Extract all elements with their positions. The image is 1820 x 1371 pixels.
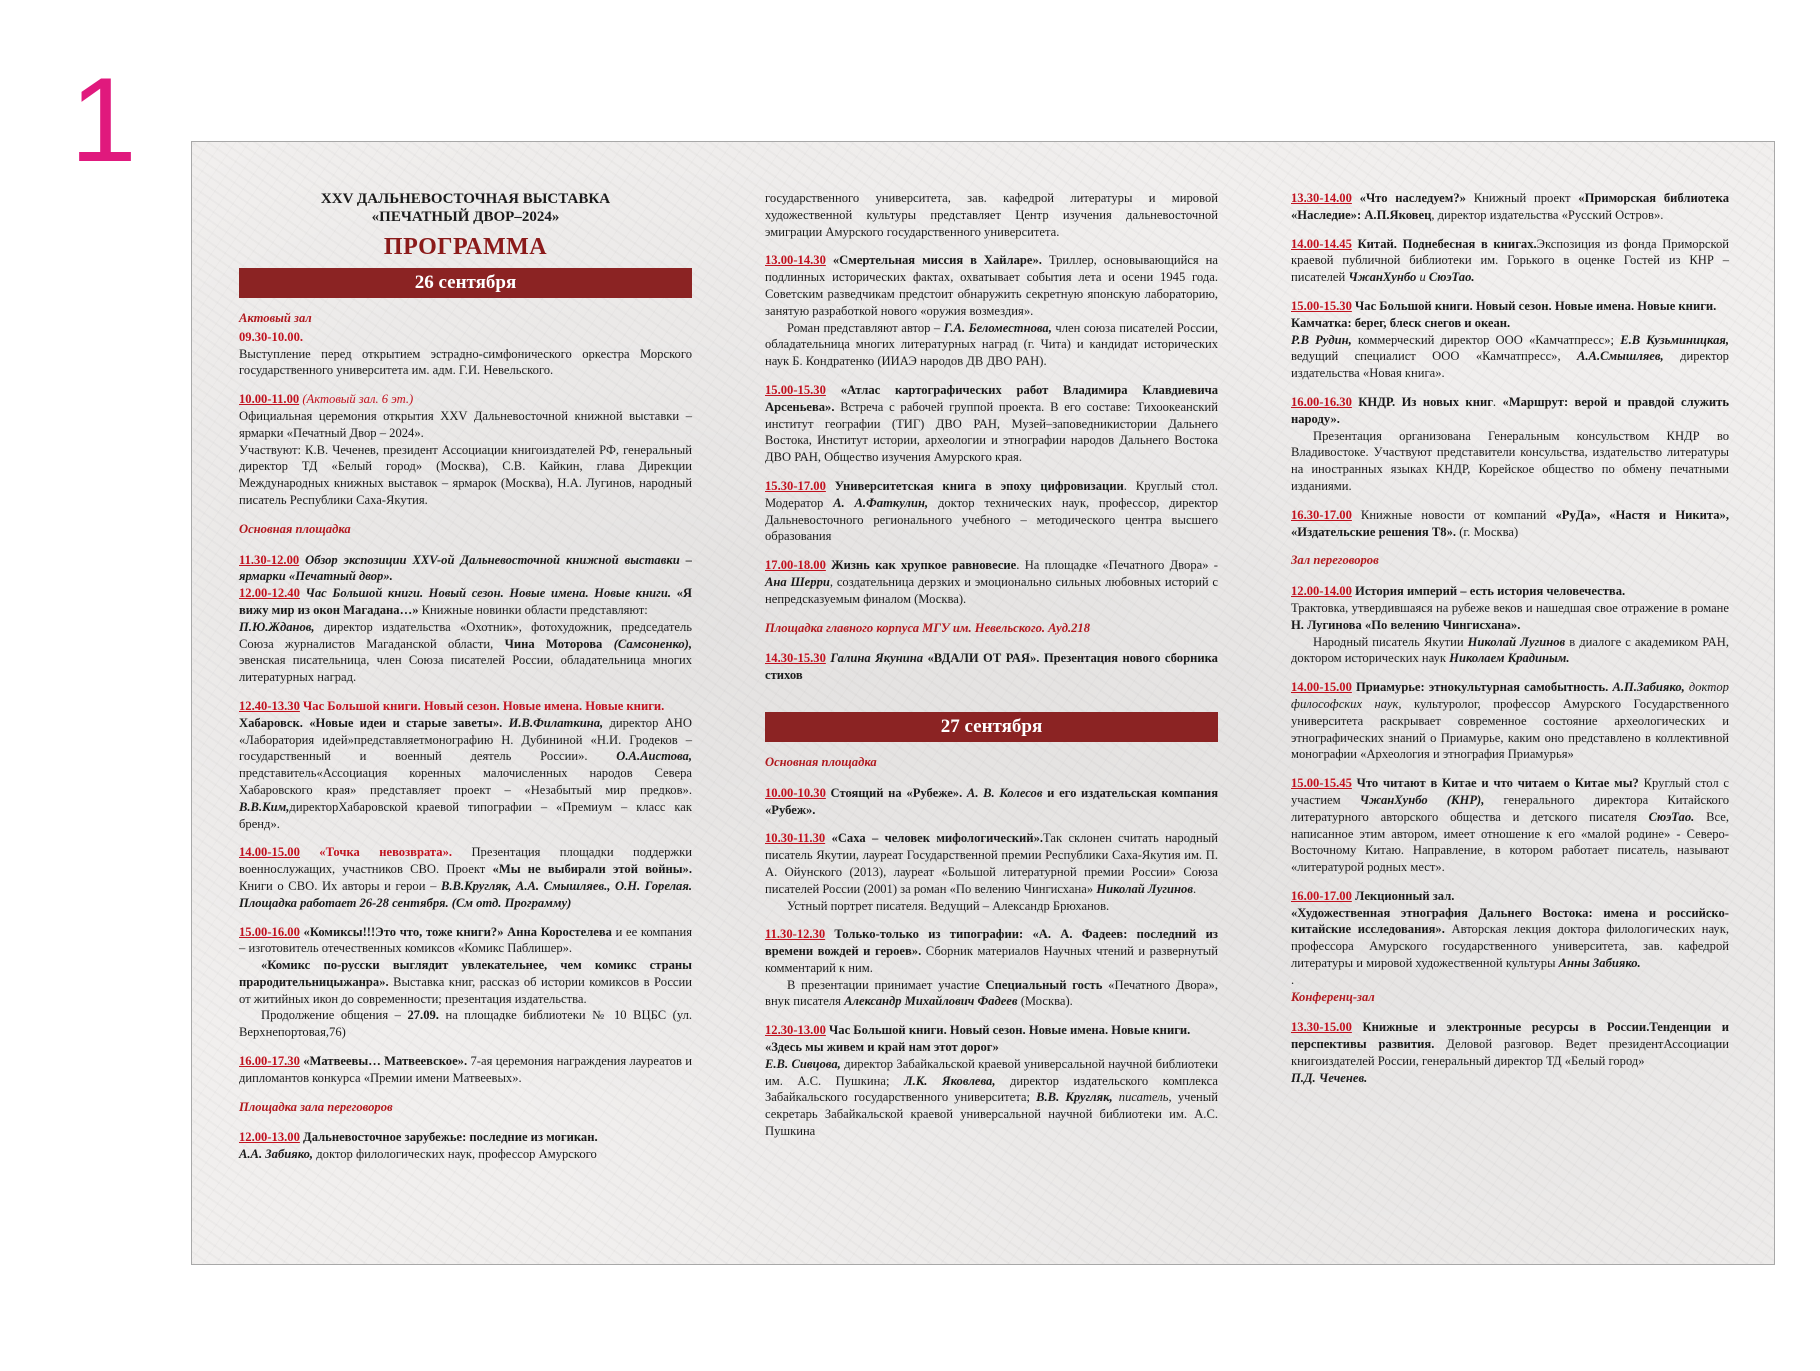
event-text: Книжные новинки области представляют:: [421, 602, 648, 617]
venue-heading: Конференц-зал: [1291, 989, 1375, 1004]
person-name: Е.В. Сивцова,: [765, 1056, 841, 1071]
person-name: Р.В Рудин,: [1291, 332, 1352, 347]
event-title: Час Большой книги. Новый сезон. Новые имена. Новые книги.: [1355, 298, 1717, 313]
event-title: «Что наследуем?»: [1359, 191, 1466, 205]
event-title: История империй – есть история человечества.: [1355, 584, 1626, 599]
event-text: Деловой разговор. Ведет президентАссоциации книгоиздателей России, генеральный директор ТД «Белый город»: [1291, 1037, 1729, 1069]
event-text: Сборник материалов Научных чтений и развернутый комментарий к ним.: [765, 944, 1218, 975]
venue-heading: Актовый зал: [239, 311, 312, 325]
event-time: 16.00-17.00: [1291, 888, 1352, 903]
event-text: Презентация организована Генеральным консульством КНДР во Владивостоке. Участвуют представители консульства, издательство литературы на иностранных языках КНДР, Корейское общество по обмену печатными изданиями.: [1291, 428, 1729, 493]
event-time: 16.30-17.00: [1291, 507, 1352, 522]
person-name: И.В.Филаткина,: [508, 715, 604, 730]
event-text: коммерческий директор ООО «Камчатпресс»;: [1357, 332, 1615, 347]
person-degree: доктор философских наук,: [1291, 680, 1729, 711]
event-time: 14.00-14.45: [1291, 236, 1352, 251]
event-note: Площадка работает 26-28 сентября. (См отд. Программу): [239, 895, 572, 910]
event-text: директорХабаровской краевой типографии – «Премиум – класс как бренд».: [239, 799, 692, 831]
event-time: 15.00-15.30: [765, 382, 826, 397]
event-title: «Комиксы!!!Это что, тоже книги?»: [303, 924, 504, 939]
event-text: «Печатного Двора», внук писателя: [765, 977, 1218, 1009]
event-subtitle: «Маршрут: верой и правдой служить народу».: [1291, 394, 1729, 426]
exhibition-title-line1: XXV ДАЛЬНЕВОСТОЧНАЯ ВЫСТАВКА: [320, 191, 611, 207]
event-text: представитель«Ассоциация коренных малочисленных народов Севера Хабаровского края» представляет проект – «Незабытый мир предков».: [239, 766, 692, 797]
event-time: 15.00-15.45: [1291, 776, 1352, 791]
event-title: Что читают в Китае и что читаем о Китае мы?: [1356, 776, 1639, 791]
event-text: генерального директора Китайского литературного авторского общества и детского писателя: [1291, 792, 1730, 824]
column-3: 13.30-14.00 «Что наследуем?» Книжный проект «Приморская библиотека «Наследие»: А.П.Яковец, директор издательства «Русский Остров». 14.00-14.45 Китай. Поднебесная в книгах.Экспозиция из фонда Приморской краевой публичной библиотеки им. Горького в оценке Гостей из КНР – писателей ЧжанХунбо и СюэТао. 15.00-15.30 Час Большой книги. Новый сезон. Новые имена. Новые книги. Камчатка: берег, блеск снегов и океан. Р.В Рудин, коммерческий директор ООО «Камчатпресс»; Е.В Кузьминицкая, ведущий специалист ООО «Камчатпресс», А.А.Смышляев, директор издательства «Новая книга». 16.00-16.30 КНДР. Из новых книг. «Маршрут: верой и правдой служить народу». Презентация организована Генеральным консульством КНДР во Владивостоке. Участвуют представители консульства, издательство литературы на иностранных языках КНДР, Корейское общество по обмену печатными изданиями. 16.30-17.00 Книжные новости от компаний «РуДа», «Настя и Никита», «Издательские решения Т8». (г. Москва) Зал переговоров 12.00-14.00 История империй – есть история человечества. Трактовка, утвердившаяся на рубеже веков и нашедшая свое отражение в романе Н. Лугинова «По велению Чингисхана». Народный писатель Якутии Николай Лугинов в диалоге с академиком РАН, доктором исторических наук Николаем Крадиным. 14.00-15.00 Приамурье: этнокультурная самобытность. А.П.Забияко, доктор философских наук, культуролог, профессор Амурского Государственного университета раскрывает современное состояние археологических и этнографических знаний о Приамурье, каким оно представлено в коллективной монографии «Археология и этнография Приамурья» 15.00-15.45 Что читают в Китае и что читаем о Китае мы? Круглый стол с участием ЧжанХунбо (КНР), генерального директора Китайского литературного авторского общества и детского писателя СюэТао. Все, написанное этим автором, имеет отношение к его «малой родине» - Северо-Восточному Китаю. Направление, в котором работает писатель, называют «литературой родных мест». 16.00-17.00 Лекционный зал. «Художественная этнография Дальнего Востока: имена и российско-китайские исследования». Авторская лекция доктора филологических наук, профессора Амурского государственного университета, зав. кафедрой литературы и мировой художественной культуры Анны Забияко. . Конференц-зал 13.30-15.00 Книжные и электронные ресурсы в России.Тенденции и перспективы развития. Деловой разговор. Ведет президентАссоциации книгоиздателей России, генеральный директор ТД «Белый город» П.Д. Чеченев.: [1291, 191, 1730, 1085]
person-name: П.Д. Чеченев.: [1291, 1070, 1368, 1085]
event-text: член союза писателей России, обладательница многих литературных наград (г. Чита) и кандидат исторических наук Б. Кондратенко (ИИАЭ народов ДВ ДВО РАН).: [765, 320, 1219, 369]
event-title: Китай. Поднебесная в книгах.: [1357, 236, 1537, 251]
person-name: ЧжанХунбо (КНР),: [1359, 792, 1485, 807]
event-text: Официальная церемония открытия XXV Дальневосточной книжной выставки – ярмарки «Печатный Двор – 2024».: [239, 408, 692, 440]
event-time: 12.00-12.40: [239, 586, 300, 601]
event-time: 10.00-11.00: [239, 392, 300, 407]
person-name: ЧжанХунбо: [1348, 270, 1417, 285]
event-time: 16.00-17.30: [239, 1054, 300, 1069]
person-name: Е.В Кузьминицкая,: [1620, 332, 1730, 347]
person-name: Чина Моторова: [504, 636, 603, 651]
event-title: Дальневосточное зарубежье: последние из могикан.: [303, 1130, 598, 1145]
event-title: Университетская книга в эпоху цифровизации: [834, 478, 1124, 493]
event-text: . Круглый стол. Модератор: [765, 478, 1218, 510]
person-alias: (Самсоненко),: [613, 636, 692, 651]
event-text: Встреча с рабочей группой проекта. В его составе: Тихоокеанский институт географии (ТИГ) ДВО РАН, Музей–заповедникистории Дальнего Востока, Институт истории, археологии и этнографии народов Дальнего Востока ДВО РАН, Общество изучения Амурского края.: [765, 399, 1218, 465]
event-subtitle: Камчатка: берег, блеск снегов и океан.: [1291, 315, 1511, 330]
event-text: Круглый стол с участием: [1291, 776, 1729, 807]
person-name: Николай Лугинов: [1467, 634, 1566, 649]
person-name: Л.К. Яковлева,: [903, 1073, 996, 1088]
event-text: Презентация площадки поддержки военнослужащих, участников СВО. Проект: [239, 845, 692, 877]
event-text: Книжные новости от компаний: [1360, 507, 1547, 522]
event-time: 14.00-15.00: [239, 845, 300, 860]
event-text: Все, написанное этим автором, имеет отношение к его «малой родине» - Северо-Восточному Китаю. Направление, в котором работает писатель, называют «литературой родных мест».: [1291, 809, 1729, 875]
event-text: доктор технических наук, профессор, директор Дальневосточного регионального учебного – методического центра высшего образования: [765, 495, 1218, 544]
event-title: Лекционный зал.: [1355, 888, 1455, 903]
event-text: Народный писатель Якутии: [1313, 634, 1464, 649]
event-subtitle: «Я вижу мир из окон Магадана…»: [239, 586, 692, 617]
event-text: на площадке библиотеки № 10 ВЦБС (ул. Верхнепортовая,76): [239, 1008, 692, 1040]
event-time: 11.30-12.00: [239, 552, 300, 567]
event-time: 09.30-10.00.: [239, 329, 304, 344]
event-text: Авторская лекция доктора филологических наук, профессора Амурского государственного университета, зав. кафедрой литературы и мировой художественной культуры: [1291, 922, 1729, 971]
venue-heading: Основная площадка: [239, 521, 351, 536]
event-title: Приамурье: этнокультурная самобытность.: [1356, 680, 1609, 695]
event-time: 17.00-18.00: [765, 558, 826, 573]
person-name: В.В.Ким,: [239, 799, 290, 814]
event-title: Жизнь как хрупкое равновесие: [831, 558, 1017, 573]
event-title: Час Большой книги. Новый сезон. Новые имена. Новые книги.: [829, 1023, 1191, 1038]
person-name: СюэТао.: [1428, 270, 1475, 285]
program-heading: ПРОГРАММА: [383, 234, 548, 260]
dot-separator: .: [1291, 972, 1295, 987]
event-text: (Москва).: [1020, 994, 1073, 1009]
event-title: Час Большой книги. Новый сезон. Новые имена. Новые книги.: [305, 586, 671, 601]
event-venue: (Актовый зал. 6 эт.): [302, 392, 414, 407]
person-role: писатель,: [1118, 1090, 1172, 1105]
column-2: государственного университета, зав. кафедрой литературы и мировой художественной культуры представляет Центр изучения дальневосточной эмиграции Амурского государственного университета. 13.00-14.30 «Смертельная миссия в Хайларе». Триллер, основывающийся на подлинных исторических фактах, охватывает события лета и осени 1945 года. Советским разведчикам предстоит обнаружить секретную японскую лабораторию, занятую разработкой нового «оружия возмездия». Роман представляют автор – Г.А. Беломестнова, член союза писателей России, обладательница многих литературных наград (г. Чита) и кандидат исторических наук Б. Кондратенко (ИИАЭ народов ДВ ДВО РАН). 15.00-15.30 «Атлас картографических работ Владимира Клавдиевича Арсеньева». Встреча с рабочей группой проекта. В его составе: Тихоокеанский институт географии (ТИГ) ДВО РАН, Музей–заповедникистории Дальнего Востока, Институт истории, археологии и этнографии народов Дальнего Востока ДВО РАН, Общество изучения Амурского края. 15.30-17.00 Университетская книга в эпоху цифровизации. Круглый стол. Модератор А. А.Фаткулин, доктор технических наук, профессор, директор Дальневосточного регионального учебного – методического центра высшего образования 17.00-18.00 Жизнь как хрупкое равновесие. На площадке «Печатного Двора» - Ана Шерри, создательница дерзких и эмоционально сильных любовных историй с непредсказуемым финалом (Москва). Площадка главного корпуса МГУ им. Невельского. Ауд.218 14.30-15.30 Галина Якунина «ВДАЛИ ОТ РАЯ». Презентация нового сборника стихов 27 сентября Основная площадка 10.00-10.30 Стоящий на «Рубеже». А. В. Колесов и его издательская компания «Рубеж». 10.30-11.30 «Саха – человек мифологический».Так склонен считать народный писатель Якутии, лауреат Государственной премии Республики Саха-Якутия им. П. А. Ойунского (2013), лауреат «Большой литературной премии России» Союза писателей России (2001) за роман «По велению Чингисхана» Николай Лугинов. Устный портрет писателя. Ведущий – Александр Брюханов. 11.30-12.30 Только-только из типографии: «А. А. Фадеев: последний из времени вождей и героев». Сборник материалов Научных чтений и развернутый комментарий к ним. В презентации принимает участие Специальный гость «Печатного Двора», внук писателя Александр Михайлович Фадеев (Москва). 12.30-13.00 Час Большой книги. Новый сезон. Новые имена. Новые книги. «Здесь мы живем и край нам этот дорог» Е.В. Сивцова, директор Забайкальской краевой универсальной научной библиотеки им. А.С. Пушкина; Л.К. Яковлева, директор издательского комплекса Забайкальского государственного университета; В.В. Кругляк, писатель, ученый секретарь Забайкальской краевой универсальной научной библиотеки им. А.С. Пушкина: [765, 191, 1219, 1139]
venue-heading: Площадка зала переговоров: [239, 1099, 393, 1114]
event-text: в диалоге с академиком РАН, доктором исторических наук: [1291, 634, 1729, 666]
event-text: эвенская писательница, член Союза писателей России, обладательница многих литературных наград.: [239, 653, 692, 685]
venue-heading: Площадка главного корпуса МГУ им. Невельского. Ауд.218: [765, 620, 1091, 635]
event-time: 10.00-10.30: [765, 785, 826, 800]
person-name: А.А.Смышляев,: [1577, 349, 1664, 364]
event-subtitle: «Художественная этнография Дальнего Востока: имена и российско-китайские исследования».: [1291, 905, 1729, 937]
book-name: Н. Лугинова «По велению Чингисхана».: [1291, 617, 1521, 632]
event-quote: «Комикс по-русски выглядит увлекательнее, чем комикс страны прародительницыжанра».: [239, 958, 692, 989]
project-name: «Мы не выбирали этой войны».: [492, 862, 692, 877]
person-name: П.Ю.Жданов,: [239, 619, 315, 634]
event-text: ведущий специалист ООО «Камчатпресс»,: [1291, 349, 1561, 364]
event-text: директор издательского комплекса Забайкальского государственного университета;: [765, 1073, 1218, 1105]
event-time: 13.30-15.00: [1291, 1020, 1352, 1035]
event-time: 15.00-15.30: [1291, 298, 1352, 313]
event-time: 13.00-14.30: [765, 253, 826, 268]
event-text: , создательница дерзких и эмоционально сильных любовных историй с непредсказуемым финалом (Москва).: [765, 574, 1218, 606]
event-text: Выступление перед открытием эстрадно-симфонического оркестра Морского государственного университета им. адм. Г.И. Невельского.: [239, 346, 692, 378]
event-time: 16.00-16.30: [1291, 394, 1352, 409]
event-subtitle: Хабаровск. «Новые идеи и старые заветы».: [239, 715, 503, 730]
column-1: [239, 190, 692, 1163]
event-title: КНДР. Из новых книг: [1358, 394, 1493, 409]
event-text: , директор издательства «Русский Остров».: [1431, 207, 1664, 222]
person-name: В.В.Кругляк, А.А. Смышляев., О.Н. Горелая.: [441, 878, 692, 893]
event-text: доктор филологических наук, профессор Амурского: [316, 1147, 597, 1162]
event-text: и его издательская компания «Рубеж».: [765, 785, 1219, 817]
event-time: 15.00-16.00: [239, 924, 300, 939]
event-time: 13.30-14.00: [1291, 191, 1352, 205]
event-time: 12.30-13.00: [765, 1023, 826, 1038]
guest-label: Специальный гость: [985, 977, 1103, 992]
venue-heading: Зал переговоров: [1291, 553, 1379, 568]
event-time: 12.00-13.00: [239, 1130, 300, 1145]
event-text: В презентации принимает участие: [787, 977, 980, 992]
library-name: «Приморская библиотека «Наследие»: А.П.Яковец: [1291, 191, 1729, 222]
event-text: директор Забайкальской краевой универсальной научной библиотеки им. А.С. Пушкина;: [765, 1056, 1219, 1088]
event-title: «Смертельная миссия в Хайларе».: [832, 253, 1042, 268]
person-name: А. В. Колесов: [966, 785, 1043, 800]
program-sheet: [191, 141, 1775, 1265]
event-text: директор АНО «Лаборатория идей»представляетмонографию Н. Дубининой «Н.И. Гродеков – государственный и военный деятель России».: [239, 715, 692, 764]
event-date: 27.09.: [407, 1008, 439, 1023]
event-text: Участвуют: К.В. Чеченев, президент Ассоциации книгоиздателей РФ, генеральный директор ТД «Белый город» (Москва), С.В. Кайкин, глава Дирекции Международных книжных выставок – ярмарок (Москва), Н.А. Лугинов, народный писатель Республики Саха-Якутия.: [239, 442, 692, 507]
event-text: ученый секретарь Забайкальской краевой универсальной научной библиотеки им. А.С. Пушкина: [765, 1090, 1218, 1139]
event-text: Роман представляют автор –: [787, 320, 941, 335]
event-text: 7-ая церемония награждения лауреатов и дипломантов конкурса «Премии имени Матвеевых».: [239, 1054, 692, 1085]
event-text: . На площадке «Печатного Двора» -: [1016, 558, 1218, 573]
event-text: Выставка книг, рассказ об истории комиксов в России от житийных икон до современности; презентация издательства.: [239, 974, 693, 1006]
event-time: 14.00-15.00: [1291, 680, 1352, 695]
event-text: Устный портрет писателя. Ведущий – Александр Брюханов.: [787, 898, 1110, 913]
event-title: «ВДАЛИ ОТ РАЯ». Презентация нового сборника стихов: [765, 651, 1218, 683]
person-name: СюэТао.: [1648, 809, 1695, 824]
event-text: Экспозиция из фонда Приморской краевой публичной библиотеки им. Горького в оценке Гостей из КНР – писателей: [1291, 236, 1729, 285]
event-time: 12.40-13.30: [239, 698, 300, 713]
page-number: 1: [70, 53, 137, 187]
day-banner-26: 26 сентября: [239, 268, 692, 298]
person-name: Г.А. Беломестнова,: [943, 320, 1052, 335]
event-title: «Саха – человек мифологический».: [831, 831, 1044, 846]
venue-heading: Основная площадка: [765, 754, 877, 769]
event-text: директор издательства «Охотник», фотохудожник, председатель Союза журналистов Магаданской области,: [239, 619, 692, 651]
event-text: Так склонен считать народный писатель Якутии, лауреат Государственной премии Республики Саха-Якутия им. П. А. Ойунского (2013), лауреат «Большой литературной премии России» Союза писателей России (2001) за роман «По велению Чингисхана»: [765, 831, 1218, 896]
event-subtitle: «Здесь мы живем и край нам этот дорог»: [765, 1040, 999, 1055]
exhibition-title-line2: «ПЕЧАТНЫЙ ДВОР–2024»: [371, 209, 560, 225]
person-name: Ана Шерри: [765, 574, 830, 589]
event-text: Книжный проект: [1473, 191, 1571, 205]
event-text: государственного университета, зав. кафедрой литературы и мировой художественной культуры представляет Центр изучения дальневосточной эмиграции Амурского государственного университета.: [765, 191, 1218, 239]
company-names: «РуДа», «Настя и Никита», «Издательские решения Т8».: [1291, 507, 1729, 539]
event-text: и ее компания – изготовитель отечественных комиксов «Комикс Паблишер».: [239, 924, 692, 956]
person-name: Галина Якунина: [830, 651, 924, 666]
event-text: культуролог, профессор Амурского Государственного университета раскрывает современное состояние археологических и этнографических знаний о Приамурье, каким оно представлено в коллективной монографии «Археология и этнография Приамурья»: [1291, 696, 1730, 762]
event-text: Трактовка, утвердившаяся на рубеже веков и нашедшая свое отражение в романе: [1291, 600, 1729, 615]
event-title: Час Большой книги. Новый сезон. Новые имена. Новые книги.: [303, 698, 665, 713]
event-title: Только-только из типографии: «А. А. Фадеев: последний из времени вождей и героев».: [765, 927, 1218, 959]
event-time: 10.30-11.30: [765, 831, 826, 846]
event-title: «Атлас картографических работ Владимира Клавдиевича Арсеньева».: [765, 382, 1218, 414]
person-name: Анна Коростелева: [507, 924, 612, 939]
person-name: А. А.Фаткулин,: [833, 495, 929, 510]
event-time: 15.30-17.00: [765, 478, 826, 493]
event-title: Книжные и электронные ресурсы в России.Тенденции и перспективы развития.: [1291, 1020, 1729, 1052]
person-name: Александр Михайлович Фадеев: [844, 994, 1018, 1009]
event-text: директор издательства «Новая книга».: [1291, 349, 1729, 381]
person-name: А.П.Забияко,: [1612, 680, 1685, 695]
event-title: «Матвеевы… Матвеевское».: [303, 1054, 468, 1069]
event-text: Триллер, основывающийся на подлинных исторических фактах, охватывает события лета и осени 1945 года. Советским разведчикам предстоит обнаружить секретную японскую лабораторию, занятую разработкой нового «оружия возмездия».: [765, 253, 1218, 318]
person-name: Анны Забияко.: [1558, 956, 1641, 971]
event-title: «Точка невозврата».: [319, 845, 453, 860]
event-time: 12.00-14.00: [1291, 584, 1352, 599]
event-time: 11.30-12.30: [765, 927, 826, 942]
person-name: Николаем Крадиным.: [1449, 651, 1570, 666]
conjunction: и: [1419, 270, 1426, 285]
event-text: Продолжение общения –: [261, 1008, 401, 1023]
event-title: Обзор экспозиции XXV-ой Дальневосточной книжной выставки – ярмарки «Печатный двор».: [239, 552, 692, 584]
person-name: А.А. Забияко,: [239, 1147, 314, 1162]
event-city: (г. Москва): [1459, 524, 1519, 539]
person-name: О.А.Аистова,: [616, 749, 692, 764]
event-title: Стоящий на «Рубеже».: [830, 785, 963, 800]
event-text: Книги о СВО. Их авторы и герои –: [239, 878, 437, 893]
event-time: 14.30-15.30: [765, 651, 826, 666]
person-name: Николай Лугинов: [1096, 881, 1193, 896]
day-banner-27: 27 сентября: [765, 712, 1218, 742]
person-name: В.В. Кругляк,: [1036, 1090, 1113, 1105]
